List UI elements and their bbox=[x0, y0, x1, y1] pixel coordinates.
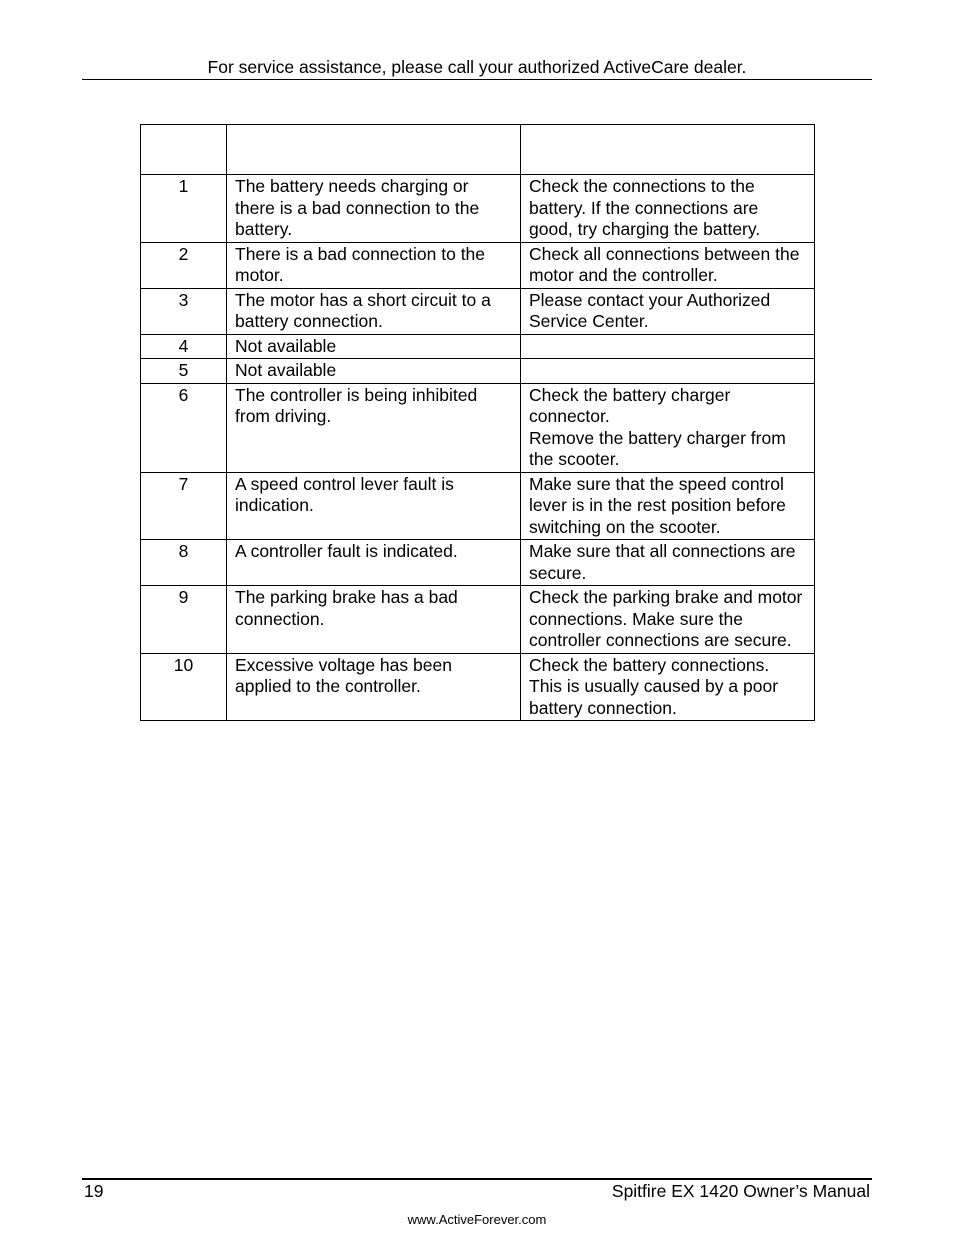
table-row bbox=[141, 653, 815, 721]
table-row bbox=[141, 334, 815, 359]
code-cell: 8 bbox=[141, 540, 227, 586]
code-cell: 2 bbox=[141, 242, 227, 288]
code-cell: 6 bbox=[141, 383, 227, 472]
table-row bbox=[141, 242, 815, 288]
cause-cell: There is a bad connection to the motor. bbox=[227, 242, 521, 288]
action-cell: Check the connections to the battery. If the connections are good, try charging the battery. bbox=[521, 175, 815, 243]
header-cell-code bbox=[141, 125, 227, 175]
table-row bbox=[141, 586, 815, 654]
code-cell: 9 bbox=[141, 586, 227, 654]
fault-code-table bbox=[140, 124, 815, 721]
action-cell: Check all connections between the motor and the controller. bbox=[521, 242, 815, 288]
table-row bbox=[141, 175, 815, 243]
action-cell bbox=[521, 334, 815, 359]
cause-cell: A speed control lever fault is indication. bbox=[227, 472, 521, 540]
action-cell: Make sure that all connections are secure. bbox=[521, 540, 815, 586]
cause-cell: A controller fault is indicated. bbox=[227, 540, 521, 586]
table-row bbox=[141, 383, 815, 472]
footer-url: www.ActiveForever.com bbox=[407, 1212, 547, 1227]
code-cell: 5 bbox=[141, 359, 227, 384]
header-cell-cause bbox=[227, 125, 521, 175]
cause-cell: Not available bbox=[227, 334, 521, 359]
cause-cell: The motor has a short circuit to a battery connection. bbox=[227, 288, 521, 334]
cause-cell: The controller is being inhibited from driving. bbox=[227, 383, 521, 472]
footer-divider bbox=[82, 1178, 872, 1180]
table-row bbox=[141, 359, 815, 384]
action-cell bbox=[521, 359, 815, 384]
cause-cell: Excessive voltage has been applied to the controller. bbox=[227, 653, 521, 721]
code-cell: 10 bbox=[141, 653, 227, 721]
action-cell: Please contact your Authorized Service Center. bbox=[521, 288, 815, 334]
manual-title: Spitfire EX 1420 Owner’s Manual bbox=[611, 1181, 870, 1201]
code-cell: 3 bbox=[141, 288, 227, 334]
page-header-text: For service assistance, please call your authorized ActiveCare dealer. bbox=[207, 57, 747, 77]
table-row bbox=[141, 472, 815, 540]
cause-cell: Not available bbox=[227, 359, 521, 384]
code-cell: 4 bbox=[141, 334, 227, 359]
table-header-row bbox=[141, 125, 815, 175]
table-row bbox=[141, 540, 815, 586]
code-cell: 1 bbox=[141, 175, 227, 243]
table-row bbox=[141, 288, 815, 334]
action-cell: Check the parking brake and motor connections. Make sure the controller connections are secure. bbox=[521, 586, 815, 654]
action-cell: Check the battery connections. This is usually caused by a poor battery connection. bbox=[521, 653, 815, 721]
code-cell: 7 bbox=[141, 472, 227, 540]
cause-cell: The parking brake has a bad connection. bbox=[227, 586, 521, 654]
header-divider bbox=[82, 79, 872, 80]
action-cell: Make sure that the speed control lever is in the rest position before switching on the scooter. bbox=[521, 472, 815, 540]
cause-cell: The battery needs charging or there is a bad connection to the battery. bbox=[227, 175, 521, 243]
page-number: 19 bbox=[84, 1181, 104, 1201]
action-cell: Check the battery charger connector. Remove the battery charger from the scooter. bbox=[521, 383, 815, 472]
header-cell-action bbox=[521, 125, 815, 175]
